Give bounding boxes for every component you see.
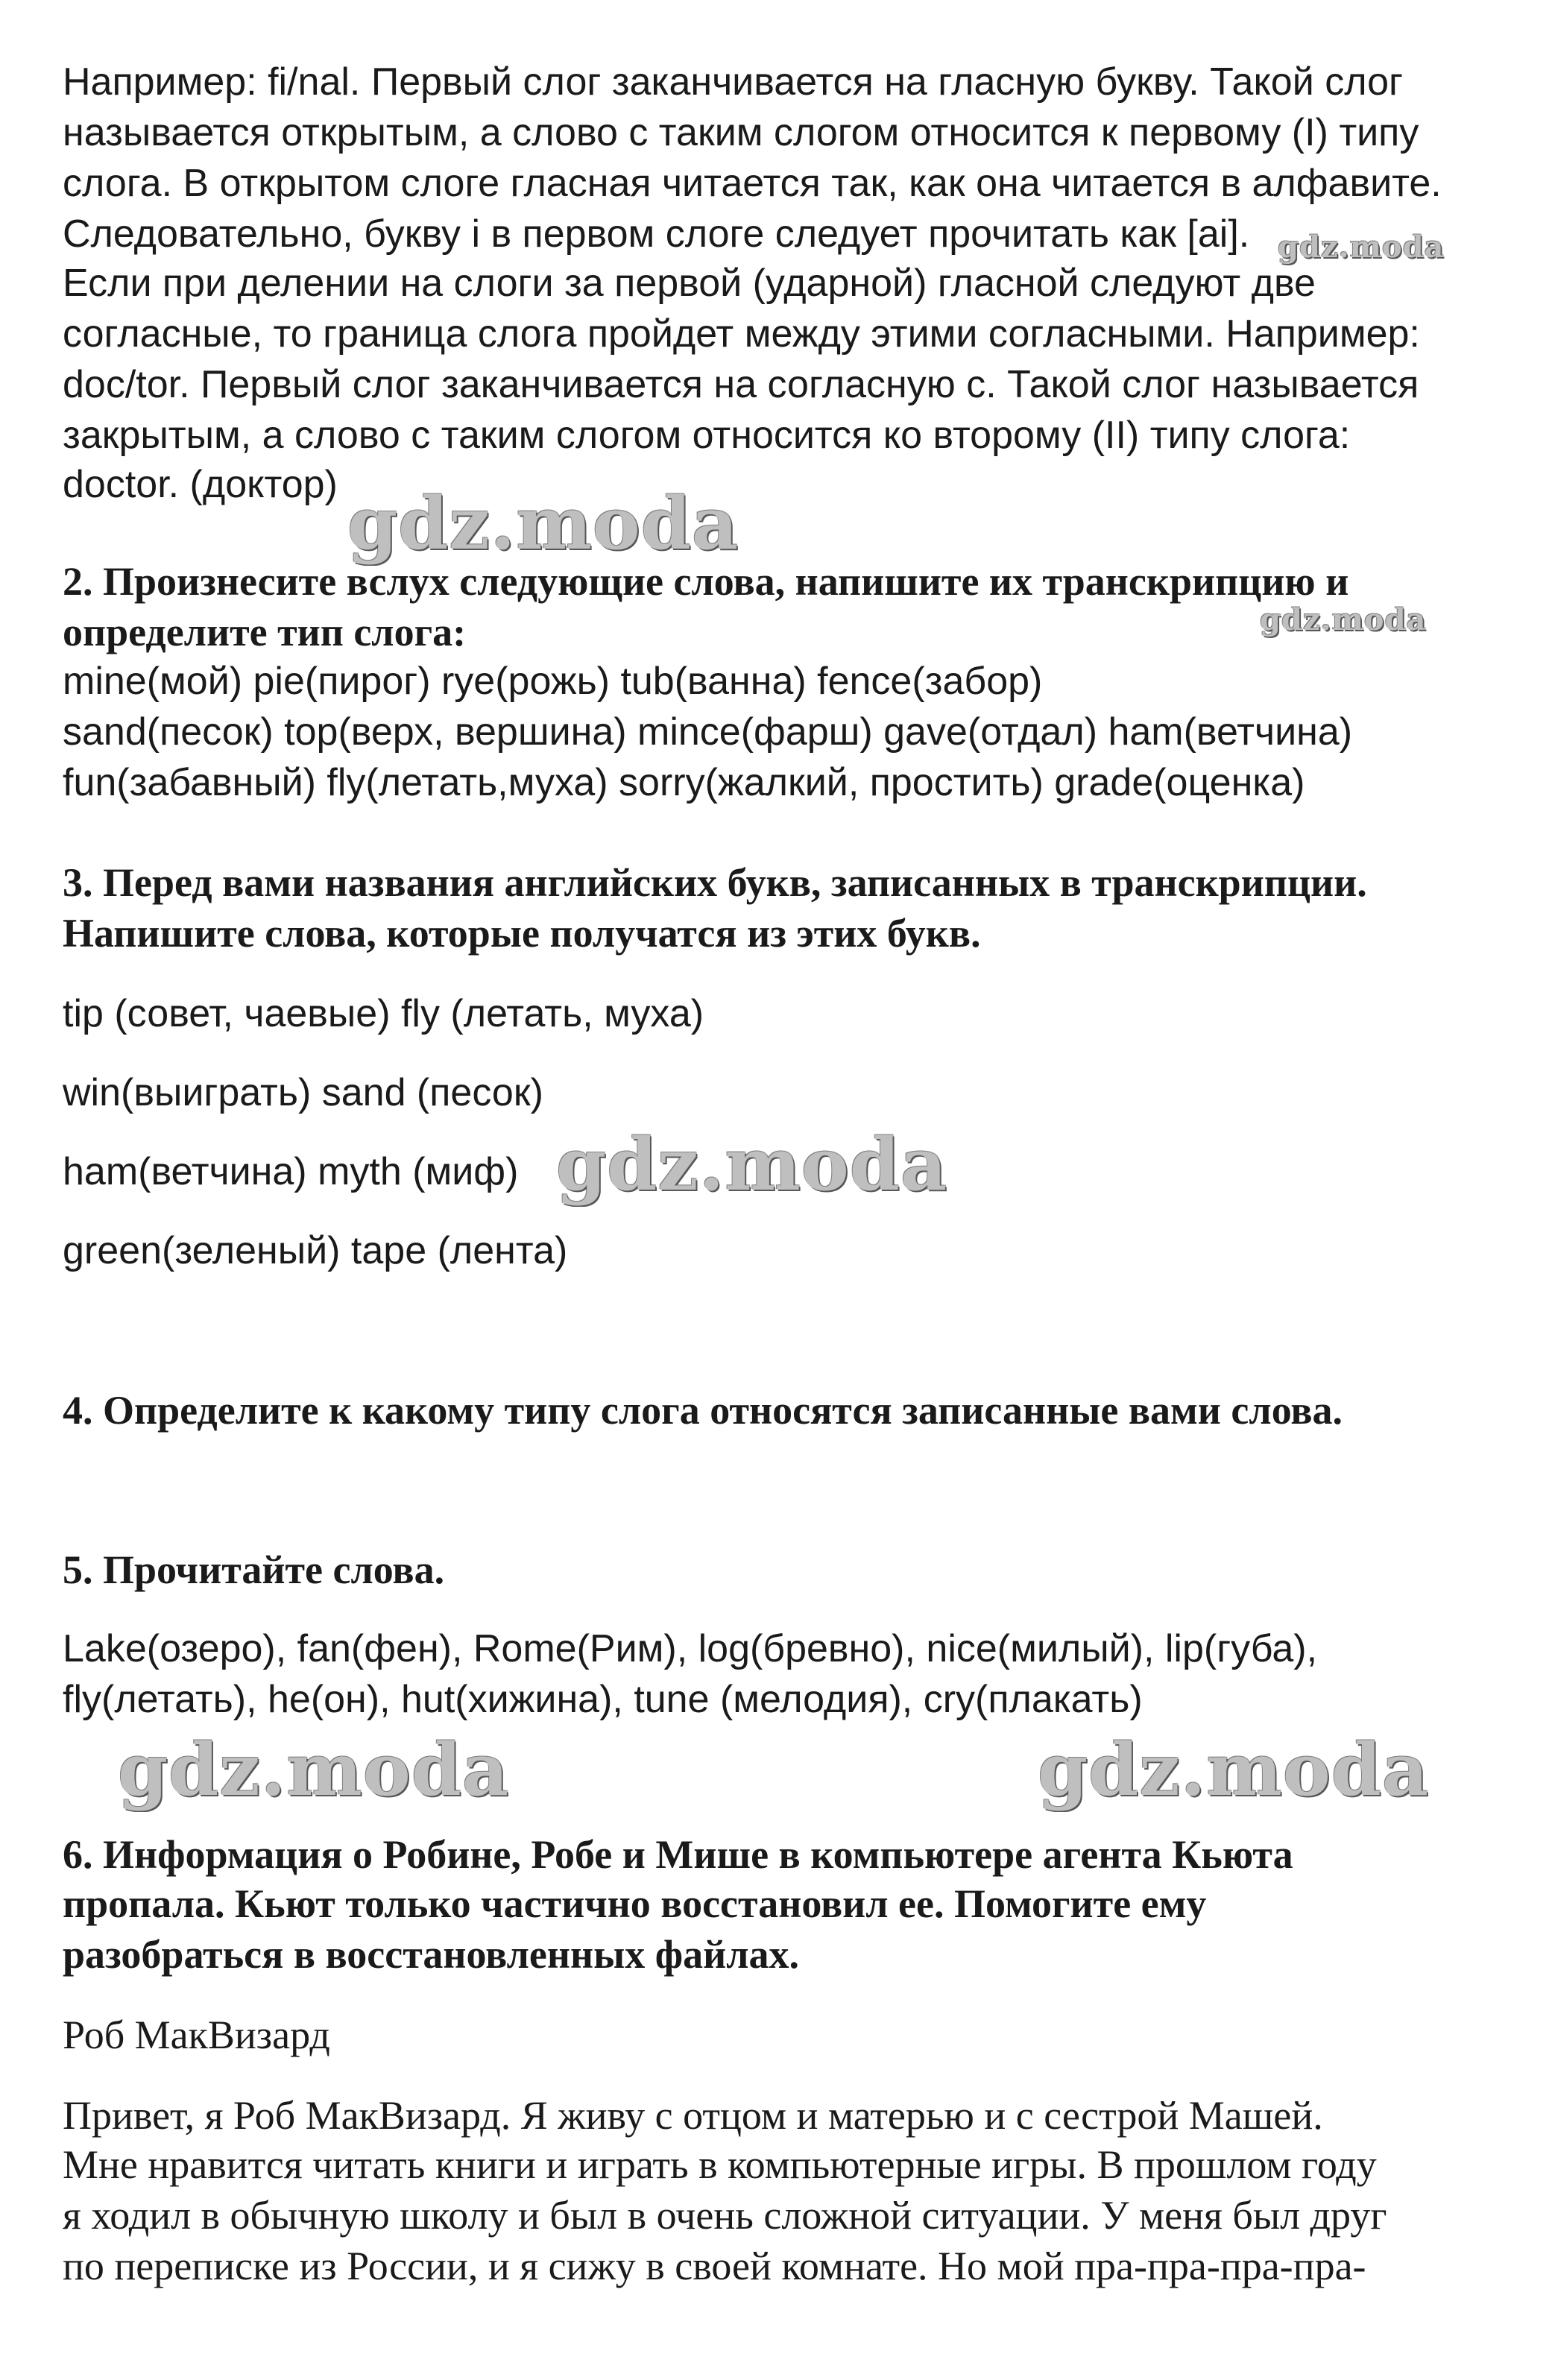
task5-line: fly(летать), he(он), hut(хижина), tune (мелодия), cry(плакать) [63, 1678, 1143, 1721]
intro-line: Если при делении на слоги за первой (ударной) гласной следуют две [63, 262, 1316, 305]
task6-text-line: Мне нравится читать книги и играть в компьютерные игры. В прошлом году [63, 2142, 1377, 2187]
task3-heading: Напишите слова, которые получатся из этих букв. [63, 911, 981, 956]
task6-heading: 6. Информация о Робине, Робе и Мише в компьютере агента Кьюта [63, 1832, 1293, 1877]
task3-line: win(выиграть) sand (песок) [63, 1071, 543, 1114]
task6-text-line: Привет, я Роб МакВизард. Я живу с отцом и матерью и с сестрой Машей. [63, 2093, 1323, 2138]
task4-heading: 4. Определите к какому типу слога относятся записанные вами слова. [63, 1388, 1343, 1433]
intro-line: Например: fi/nal. Первый слог заканчивается на гласную букву. Такой слог [63, 60, 1404, 104]
watermark-logo: gdz.moda [1260, 602, 1427, 637]
task2-line: mine(мой) pie(пирог) rye(рожь) tub(ванна) fence(забор) [63, 660, 1043, 703]
watermark-logo: gdz.moda [118, 1728, 510, 1812]
task3-line: ham(ветчина) myth (миф) [63, 1150, 519, 1193]
intro-line: doctor. (доктор) [63, 463, 338, 506]
task2-heading: 2. Произнесите вслух следующие слова, напишите их транскрипцию и [63, 559, 1349, 604]
task6-heading: пропала. Кьют только частично восстановил ее. Помогите ему [63, 1881, 1207, 1926]
watermark-logo: gdz.moda [556, 1123, 948, 1207]
task6-text-line: я ходил в обычную школу и был в очень сложной ситуации. У меня был друг [63, 2193, 1387, 2238]
task6-name: Роб МакВизард [63, 2013, 330, 2057]
intro-line: согласные, то граница слога пройдет между этими согласными. Например: [63, 312, 1420, 356]
intro-line: слога. В открытом слоге гласная читается так, как она читается в алфавите. [63, 162, 1442, 205]
intro-line: doc/tor. Первый слог заканчивается на согласную c. Такой слог называется [63, 363, 1419, 406]
task2-heading: определите тип слога: [63, 610, 467, 654]
watermark-logo: gdz.moda [1038, 1728, 1430, 1812]
task6-heading: разобраться в восстановленных файлах. [63, 1932, 800, 1977]
intro-line: называется открытым, а слово с таким слогом относится к первому (I) типу [63, 111, 1419, 154]
task3-heading: 3. Перед вами названия английских букв, записанных в транскрипции. [63, 860, 1367, 905]
watermark-logo: gdz.moda [1278, 230, 1445, 265]
task2-line: sand(песок) top(верх, вершина) mince(фарш) gave(отдал) ham(ветчина) [63, 710, 1353, 754]
intro-line: Следовательно, букву i в первом слоге следует прочитать как [ai]. [63, 212, 1250, 256]
watermark-logo: gdz.moda [347, 482, 739, 566]
task6-text-line: по переписке из России, и я сижу в своей комнате. Но мой пра-пра-пра-пра- [63, 2244, 1366, 2288]
task2-line: fun(забавный) fly(летать,муха) sorry(жалкий, простить) grade(оценка) [63, 761, 1305, 804]
task5-heading: 5. Прочитайте слова. [63, 1547, 445, 1592]
task5-line: Lake(озеро), fan(фен), Rome(Рим), log(бревно), nice(милый), lip(губа), [63, 1627, 1318, 1670]
intro-line: закрытым, а слово с таким слогом относится ко второму (II) типу слога: [63, 414, 1351, 457]
task3-line: green(зеленый) tape (лента) [63, 1229, 568, 1272]
task3-line: tip (совет, чаевые) fly (летать, муха) [63, 992, 704, 1035]
